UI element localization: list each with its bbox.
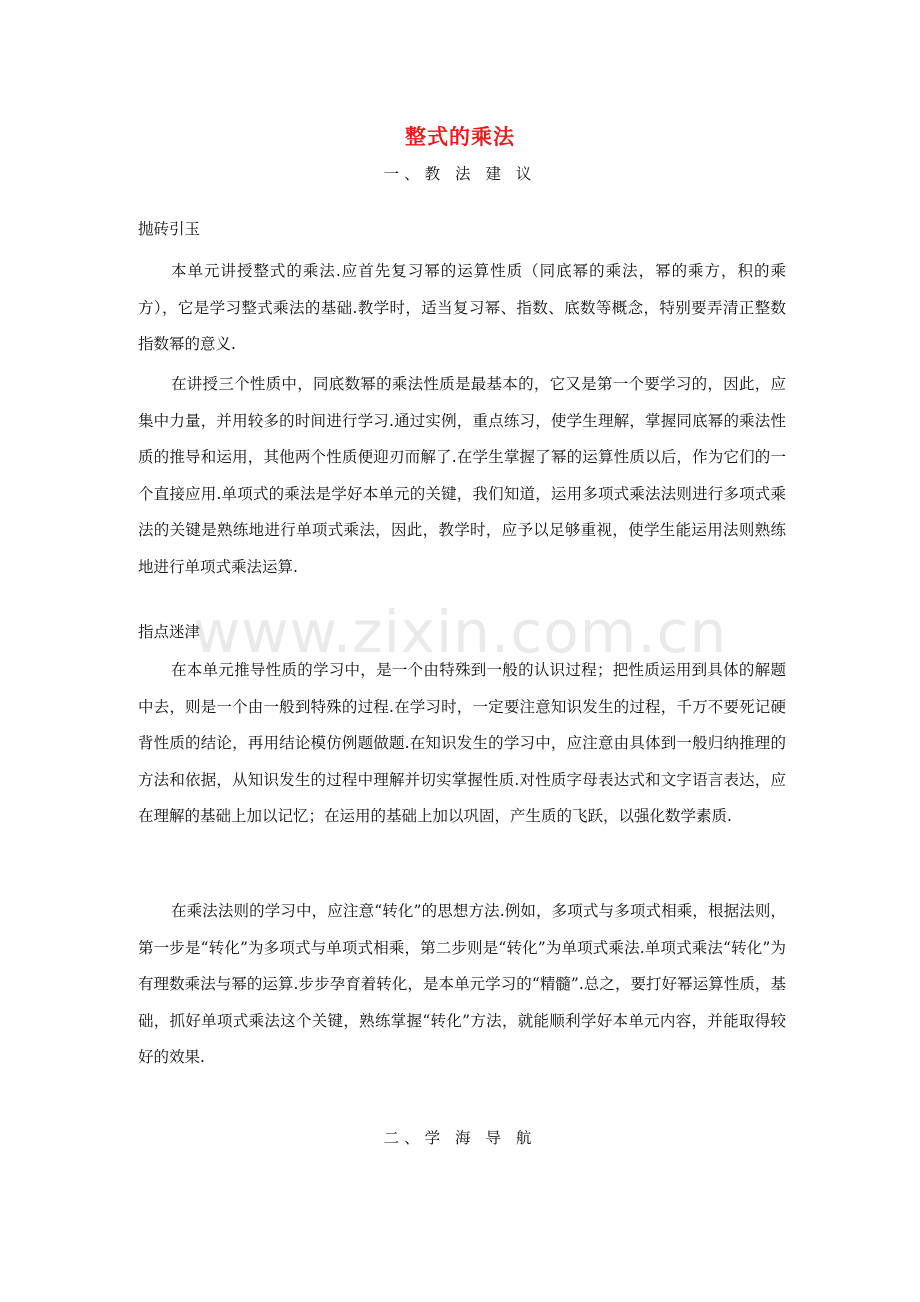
paragraph: 在讲授三个性质中，同底数幂的乘法性质是最基本的，它又是第一个要学习的，因此，应集中力量，并用较多的时间进行学习.通过实例，重点练习，使学生理解，掌握同底幂的乘法性质的推导和运用，其他两个性质便迎刃而解了.在学生掌握了幂的运算性质以后，作为它们的一个直接应用.单项式的乘法是学好本单元的关键，我们知道，运用多项式乘法法则进行多项式乘法的关键是熟练地进行单项式乘法，因此，教学时，应予以足够重视，使学生能运用法则熟练地进行单项式乘法运算. (138, 375, 786, 576)
subheading-guidance: 指点迷津 (138, 623, 201, 641)
document-title: 整式的乘法 (405, 125, 515, 149)
section-heading-teaching-suggestions: 一、教 法 建 议 (383, 165, 537, 183)
subheading-introduction: 抛砖引玉 (138, 220, 201, 238)
paragraph: 在本单元推导性质的学习中，是一个由特殊到一般的认识过程；把性质运用到具体的解题中去，则是一个由一般到特殊的过程.在学习时，一定要注意知识发生的过程，千万不要死记硬背性质的结论，再用结论模仿例题做题.在知识发生的学习中，应注意由具体到一般归纳推理的方法和依据，从知识发生的过程中理解并切实掌握性质.对性质字母表达式和文字语言表达，应在理解的基础上加以记忆；在运用的基础上加以巩固，产生质的飞跃，以强化数学素质. (138, 661, 786, 825)
paragraph: 本单元讲授整式的乘法.应首先复习幂的运算性质（同底幂的乘法，幂的乘方，积的乘方），它是学习整式乘法的基础.教学时，适当复习幂、指数、底数等概念，特别要弄清正整数指数幂的意义. (138, 262, 786, 353)
watermark: www.zixin.com.cn (192, 598, 728, 666)
section-heading-study-guide: 二、学 海 导 航 (383, 1129, 537, 1147)
paragraph: 在乘法法则的学习中，应注意“转化”的思想方法.例如，多项式与多项式相乘，根据法则，第一步是“转化”为多项式与单项式相乘，第二步则是“转化”为单项式乘法.单项式乘法“转化”为有理数乘法与幂的运算.步步孕育着转化，是本单元学习的“精髓”.总之，要打好幂运算性质，基础，抓好单项式乘法这个关键，熟练掌握“转化”方法，就能顺利学好本单元内容，并能取得较好的效果. (138, 902, 786, 1066)
